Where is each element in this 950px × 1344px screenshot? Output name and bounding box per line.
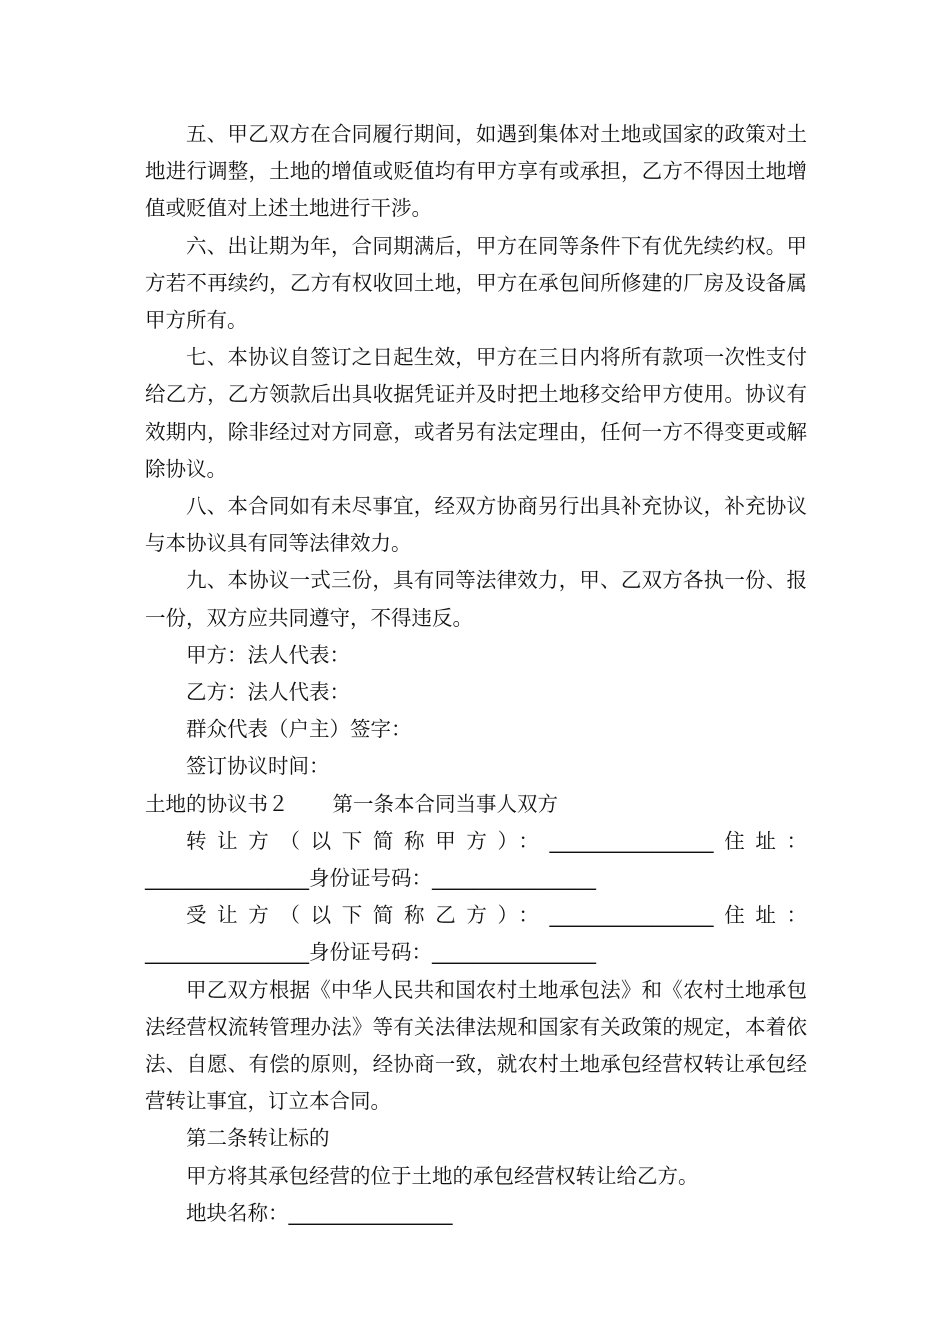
section-heading: [145, 786, 807, 823]
article-1-heading: 第一条本合同当事人双方: [332, 791, 558, 816]
party-b-signature: 乙方：法人代表：: [186, 680, 350, 705]
clause-9: 九、本协议一式三份，具有同等法律效力，甲、乙双方各执一份、报一份，双方应共同遵守，不得违反。: [145, 568, 807, 630]
plot-name-line: 地块名称：________________: [186, 1200, 453, 1225]
article-2-text: 甲方将其承包经营的位于土地的承包经营权转让给乙方。: [186, 1163, 699, 1188]
clause-8: 八、本合同如有未尽事宜，经双方协商另行出具补充协议，补充协议与本协议具有同等法律效力。: [145, 494, 807, 556]
transferee-line: 受让方（以下简称乙方）：________________住址：________________身份证号码：________________: [145, 903, 807, 965]
article-2-heading: 第二条转让标的: [186, 1126, 330, 1151]
transferor-line: 转让方（以下简称甲方）：________________住址：________________身份证号码：________________: [145, 828, 807, 891]
clause-6: 六、出让期为年，合同期满后，甲方在同等条件下有优先续约权。甲方若不再续约，乙方有权收回土地，甲方在承包间所修建的厂房及设备属甲方所有。: [145, 233, 807, 333]
document-body: [145, 116, 807, 1232]
clause-5: 五、甲乙双方在合同履行期间，如遇到集体对土地或国家的政策对土地进行调整，土地的增值或贬值均有甲方享有或承担，乙方不得因土地增值或贬值对上述土地进行干涉。: [145, 122, 807, 221]
clause-7: 七、本协议自签订之日起生效，甲方在三日内将所有款项一次性支付给乙方，乙方领款后出具收据凭证并及时把土地移交给甲方使用。协议有效期内，除非经过对方同意，或者另有法定理由，任何一方不得变更或解除协议。: [145, 345, 807, 481]
party-a-signature: 甲方：法人代表：: [186, 642, 350, 667]
signing-time: 签订协议时间：: [186, 754, 330, 779]
masses-representative-signature: 群众代表（户主）签字：: [186, 717, 412, 742]
document-title: 土地的协议书２: [145, 791, 289, 816]
preamble-paragraph: 甲乙双方根据《中华人民共和国农村土地承包法》和《农村土地承包法经营权流转管理办法》等有关法律法规和国家有关政策的规定，本着依法、自愿、有偿的原则，经协商一致，就农村土地承包经营权转让承包经营转让事宜，订立本合同。: [145, 977, 807, 1114]
